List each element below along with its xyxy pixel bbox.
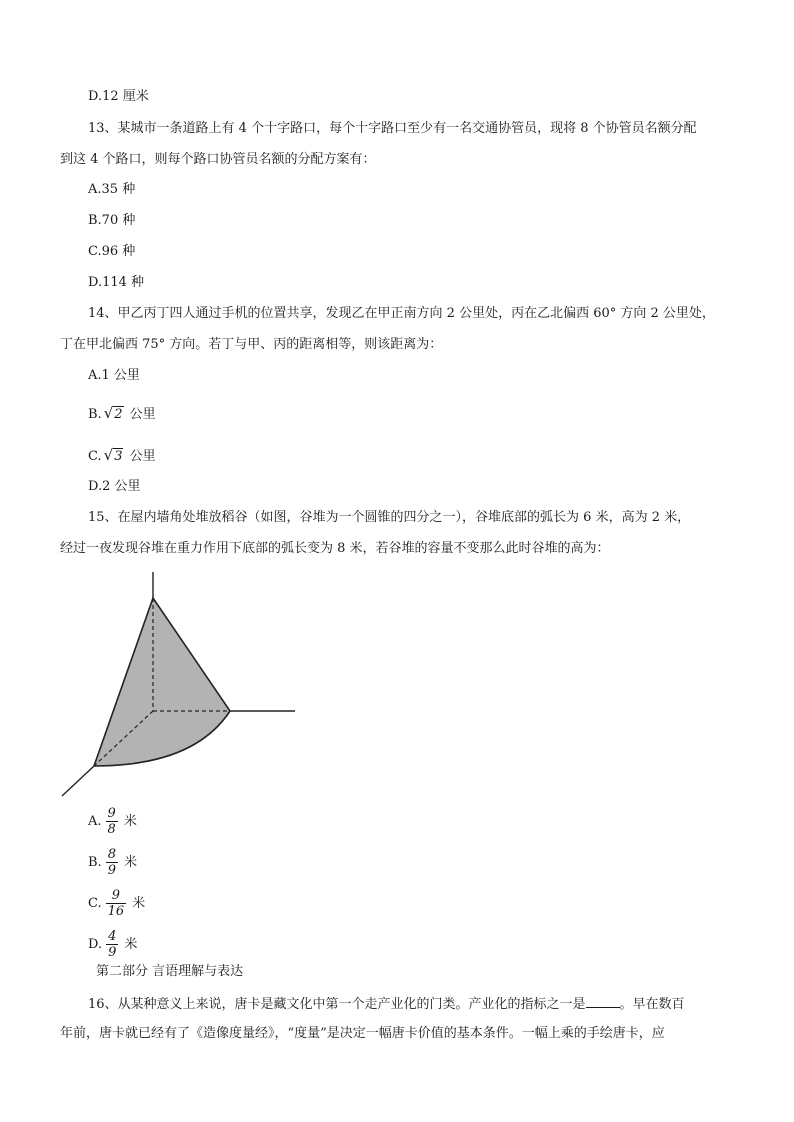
fraction-numerator: 9 [111,888,121,903]
q14-option-b-unit: 公里 [129,407,156,422]
q16-stem-line1-part1: 16、从某种意义上来说，唐卡是藏文化中第一个走产业化的门类。产业化的指标之一是 [88,997,586,1012]
q15-option-b-prefix: B. [88,855,102,870]
q14-option-c-prefix: C. [88,449,102,464]
quarter-cone-figure [58,568,303,800]
q13-stem-line1: 13、某城市一条道路上有 4 个十字路口，每个十字路口至少有一名交通协管员，现将 8 个协管员名额分配 [88,121,697,136]
fraction-denominator: 9 [108,945,117,960]
q15-option-c-unit: 米 [132,896,146,911]
q14-option-c [88,446,156,466]
fraction [106,847,118,878]
q13-option-d: D.114 种 [88,275,145,290]
q15-option-b [88,847,137,879]
q13-stem-line2: 到这 4 个路口，则每个路口协管员名额的分配方案有： [60,152,376,167]
q16-stem-line1 [88,995,685,1014]
q15-option-a-prefix: A. [88,814,102,829]
q15-stem-line1: 15、在屋内墙角处堆放稻谷（如图，谷堆为一个圆锥的四分之一），谷堆底部的弧长为 6 米，高为 2 米， [88,510,691,525]
q13-option-b: B.70 种 [88,213,136,228]
q14-option-a: A.1 公里 [88,368,140,383]
q15-option-b-unit: 米 [123,855,137,870]
q15-option-a-unit: 米 [123,814,137,829]
sqrt-symbol: √3 [103,446,123,464]
q12-option-d: D.12 厘米 [88,89,149,104]
q14-option-d: D.2 公里 [88,479,141,494]
sqrt-symbol: √2 [103,404,123,422]
q14-stem-line2: 丁在甲北偏西 75° 方向。若丁与甲、丙的距离相等，则该距离为： [60,337,443,352]
cone-lateral-surface [94,598,230,766]
q15-option-d-prefix: D. [88,937,103,952]
q14-stem-line1: 14、甲乙丙丁四人通过手机的位置共享，发现乙在甲正南方向 2 公里处，丙在乙北偏西 60° 方向 2 公里处， [88,306,715,321]
q15-option-d-unit: 米 [124,937,138,952]
floor-edge-front [62,766,94,796]
fraction [106,929,118,960]
q14-option-b-radicand: 2 [114,407,123,422]
q16-stem-line2: 年前，唐卡就已经有了《造像度量经》，“度量”是决定一幅唐卡价值的基本条件。一幅上乘的手绘唐卡，应 [60,1026,665,1041]
fraction-denominator: 9 [107,863,116,878]
q14-option-b [88,404,156,424]
q14-option-b-prefix: B. [88,407,102,422]
section-title: 第二部分 言语理解与表达 [96,964,244,979]
fraction [106,888,127,919]
q15-option-a [88,806,137,838]
fraction-numerator: 9 [107,806,116,821]
q13-option-a: A.35 种 [88,182,136,197]
q15-option-c-prefix: C. [88,896,102,911]
fraction-numerator: 4 [108,929,117,944]
q15-option-c [88,888,145,920]
q16-stem-line1-part2: 。早在数百 [619,997,685,1012]
fraction-denominator: 8 [107,822,116,837]
fraction-numerator: 8 [107,847,116,862]
q13-option-c: C.96 种 [88,244,136,259]
fill-in-blank [586,995,620,1008]
fraction [106,806,118,837]
q15-stem-line2: 经过一夜发现谷堆在重力作用下底部的弧长变为 8 米，若谷堆的容量不变那么此时谷堆的高为： [60,541,610,556]
fraction-denominator: 16 [107,904,125,919]
q14-option-c-radicand: 3 [114,449,123,464]
q14-option-c-unit: 公里 [129,449,156,464]
q15-option-d [88,929,137,961]
